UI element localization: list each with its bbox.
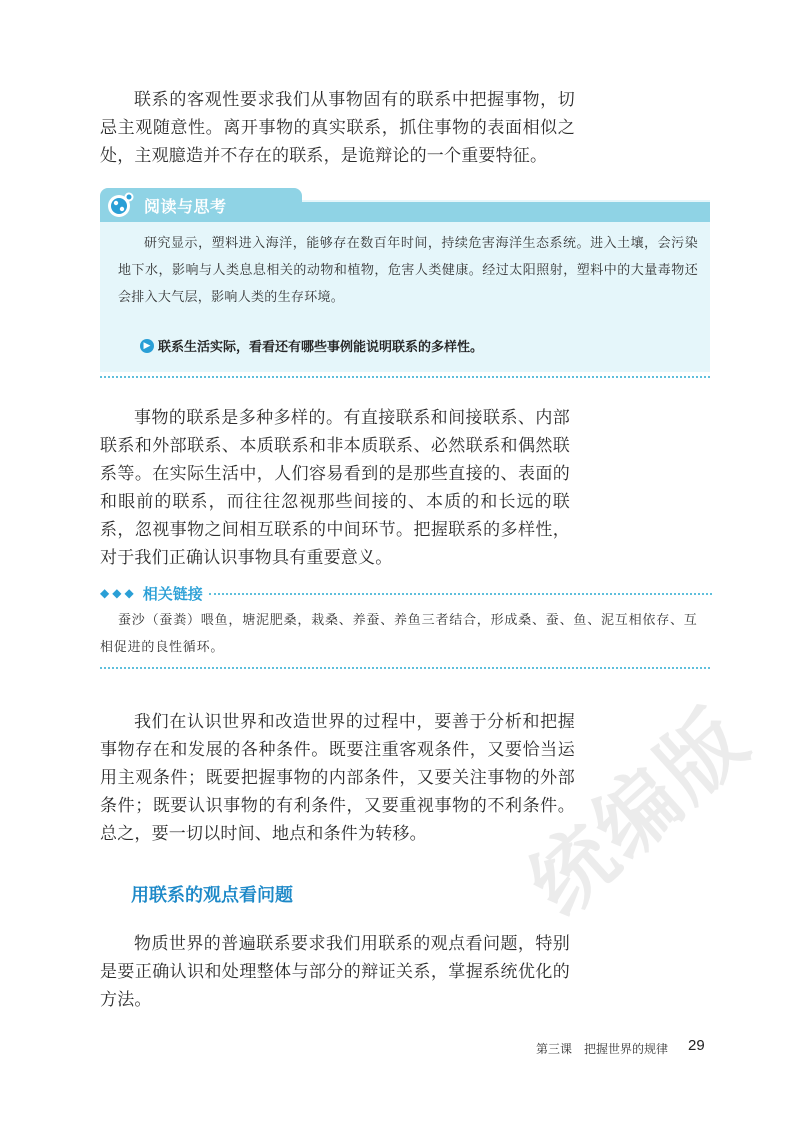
body-paragraph-3: 我们在认识世界和改造世界的过程中，要善于分析和把握事物存在和发展的各种条件。既要注重客观条件，又要恰当运用主观条件；既要把握事物的内部条件，又要关注事物的外部条件；既要认识事物的有利条件，又要重视事物的不利条件。总之，要一切以时间、地点和条件为转移。 <box>100 712 575 844</box>
section-title: 用联系的观点看问题 <box>131 885 293 906</box>
related-links-header <box>100 583 712 603</box>
reading-prompt <box>140 336 483 355</box>
body-paragraph-1: 联系的客观性要求我们从事物固有的联系中把握事物，切忌主观随意性。离开事物的真实联系，抓住事物的表面相似之处，主观臆造并不存在的联系，是诡辩论的一个重要特征。 <box>100 90 575 166</box>
footer-lesson-title: 第三课 把握世界的规律 <box>536 1042 669 1056</box>
reading-icon <box>107 191 137 219</box>
watermark: 统编版 <box>512 690 768 934</box>
body-paragraph-4: 物质世界的普遍联系要求我们用联系的观点看问题，特别是要正确认识和处理整体与部分的辩证关系，掌握系统优化的方法。 <box>100 934 570 1010</box>
related-links-bottom-divider <box>100 667 710 669</box>
related-links-header-line <box>209 593 712 595</box>
page-number: 29 <box>688 1037 705 1054</box>
body-paragraph-2: 事物的联系是多种多样的。有直接联系和间接联系、内部联系和外部联系、本质联系和非本质联系、必然联系和偶然联系等。在实际生活中，人们容易看到的是那些直接的、表面的和眼前的联系，而往往忽视那些间接的、本质的和长远的联系，忽视事物之间相互联系的中间环节。把握联系的多样性，对于我们正确认识事物具有重要意义。 <box>100 408 570 568</box>
play-arrow-icon: ▶ <box>140 339 154 353</box>
reading-box-bottom-divider <box>100 376 710 378</box>
reading-box-text: 研究显示，塑料进入海洋，能够存在数百年时间，持续危害海洋生态系统。进入土壤，会污染地下水，影响与人类息息相关的动物和植物，危害人类健康。经过太阳照射，塑料中的大量毒物还会排入大气层，影响人类的生存环境。 <box>118 236 698 305</box>
related-links-title: 相关链接 <box>142 584 203 603</box>
reading-prompt-text: 联系生活实际，看看还有哪些事例能说明联系的多样性。 <box>158 340 484 355</box>
related-links-text: 蚕沙（蚕粪）喂鱼，塘泥肥桑，栽桑、养蚕、养鱼三者结合，形成桑、蚕、鱼、泥互相依存、互相促进的良性循环。 <box>100 613 698 655</box>
diamond-bullets-icon: ◆◆◆ <box>100 586 137 600</box>
reading-box-title: 阅读与思考 <box>144 197 227 216</box>
